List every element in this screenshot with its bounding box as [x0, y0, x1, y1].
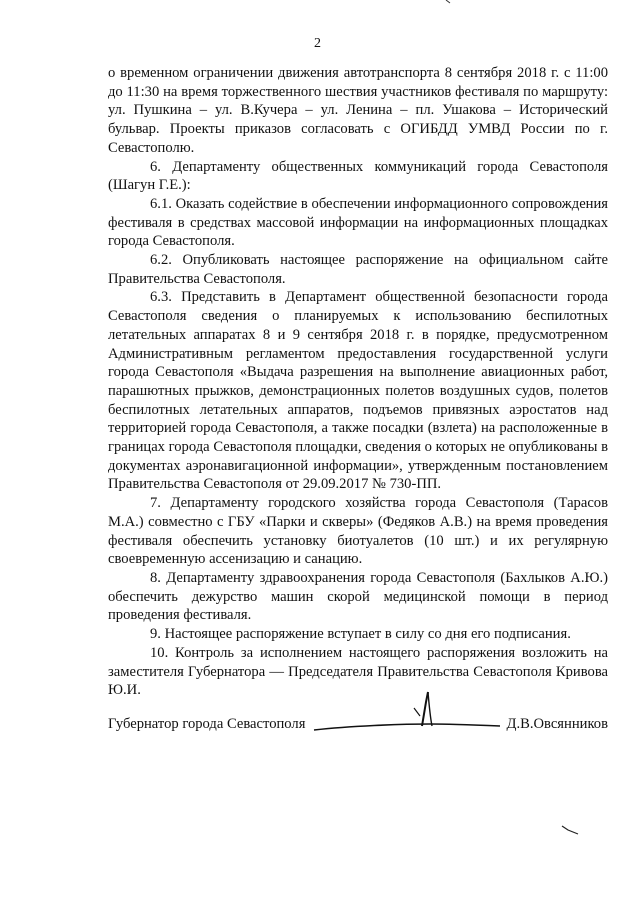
paragraph-continuation: о временном ограничении движения автотранспорта 8 сентября 2018 г. с 11:00 до 11:30 на время торжественного шествия участников фестиваля по маршруту: ул. Пушкина – ул. В.Кучера – ул. Ленина – пл. Ушакова – Исторический бульвар. Проекты приказов согласовать с ОГИБДД УМВД России по г. Севастополю. [108, 65, 608, 156]
paragraph-item-6-1: 6.1. Оказать содействие в обеспечении информационного сопровождения фестиваля в средствах массовой информации на информационных площадках города Севастополя. [108, 195, 608, 250]
scan-artifact-mark [560, 822, 582, 838]
signatory-position: Губернатор города Севастополя [108, 716, 306, 732]
paragraph-item-6-3: 6.3. Представить в Департамент общественной безопасности города Севастополя сведения о планируемых к использованию беспилотных летательных аппаратах 8 и 9 сентября 2018 г. в порядке, предусмотренном Административным регламентом предоставления государственной услуги города Севастополя «Выдача разрешения на выполнение авиационных работ, парашютных прыжков, демонстрационных полетов воздушных судов, полетов беспилотных летательных аппаратов, подъемов привязных аэростатов над территорией города Севастополя, а также посадки (взлета) на расположенные в границах города Севастополя площадки, сведения о которых не опубликованы в документах аэронавигационной информации», утвержденным постановлением Правительства Севастополя от 29.09.2017 № 730-ПП. [108, 289, 608, 493]
paragraph-item-9: 9. Настоящее распоряжение вступает в силу со дня его подписания. [150, 626, 571, 643]
paragraph-item-7: 7. Департаменту городского хозяйства города Севастополя (Тарасов М.А.) совместно с ГБУ «Парки и скверы» (Федяков А.В.) на время проведения фестиваля обеспечить установку биотуалетов (10 шт.) и их регулярную своевременную ассенизацию и санацию. [108, 495, 608, 568]
paragraph-item-6-2: 6.2. Опубликовать настоящее распоряжение на официальном сайте Правительства Севастополя. [108, 252, 608, 287]
document-body [108, 64, 608, 700]
signatory-name: Д.В.Овсянников [506, 716, 608, 732]
scan-artifact-dot [444, 0, 454, 6]
signature-block [108, 716, 608, 736]
paragraph-item-6: 6. Департаменту общественных коммуникаций города Севастополя (Шагун Г.Е.): [108, 158, 608, 194]
paragraph-item-10: 10. Контроль за исполнением настоящего распоряжения возложить на заместителя Губернатора — Председателя Правительства Севастополя Кривова Ю.И. [108, 644, 608, 699]
paragraph-item-8: 8. Департаменту здравоохранения города Севастополя (Бахлыков А.Ю.) обеспечить дежурство машин скорой медицинской помощи в период проведения фестиваля. [108, 569, 608, 624]
page-number: 2 [314, 36, 321, 51]
